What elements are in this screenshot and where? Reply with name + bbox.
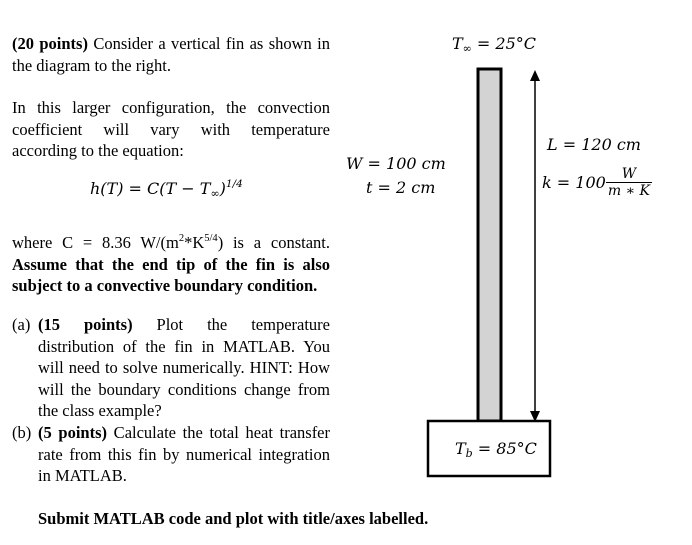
where-mid: *K: [184, 233, 205, 252]
equation-sub: ∞: [210, 187, 220, 200]
fin-thickness-label: t = 2 cm: [366, 178, 436, 197]
part-a-text: Plot the temperature distribution of the fin in MATLAB. You will need to solve numerically. HINT: How will the boundary conditions change from the class example?: [38, 315, 330, 420]
intro-points: (20 points): [12, 34, 88, 53]
fin-length-label: L = 120 cm: [547, 135, 641, 154]
conductivity-label: [542, 166, 652, 199]
part-a-label: (a): [12, 315, 31, 334]
where-sup2: 5/4: [204, 233, 218, 244]
assume-text: Assume that the end tip of the fin is also subject to a convective boundary condition.: [12, 254, 330, 295]
k-units-num: W: [606, 166, 652, 183]
part-b-points: (5 points): [38, 423, 108, 442]
t-b-symbol: T: [455, 439, 466, 458]
t-inf-sub: ∞: [462, 42, 472, 55]
k-lhs: k = 100: [542, 173, 606, 192]
fin-body: [478, 69, 501, 421]
submit-instruction: Submit MATLAB code and plot with title/axes labelled.: [38, 509, 429, 528]
ambient-temperature-label: [452, 34, 536, 55]
t-inf-value: = 25°C: [471, 34, 537, 53]
equation-exponent: 1/4: [225, 178, 243, 190]
intro-text: Consider a vertical fin as shown in the diagram to the right.: [12, 34, 331, 75]
fin-width-label: W = 100 cm: [346, 154, 446, 173]
part-b-label: (b): [12, 423, 32, 442]
convection-paragraph: In this larger configuration, the convection coefficient will vary with temperature according to the equation:: [12, 98, 330, 160]
where-sup1: 2: [178, 233, 185, 244]
part-b-text: Calculate the total heat transfer rate from this fin by numerical integration in MATLAB.: [38, 423, 331, 485]
t-b-sub: b: [465, 447, 473, 460]
where-end: ) is a constant.: [217, 233, 330, 252]
equation-lhs: h(T) = C(T − T: [90, 179, 211, 198]
length-arrow-head-top: [530, 70, 540, 81]
t-b-value: = 85°C: [472, 439, 537, 458]
where-text: where C = 8.36 W/(m: [12, 233, 179, 252]
base-temperature-label: [455, 439, 537, 460]
part-a-points: (15 points): [38, 315, 133, 334]
t-inf-symbol: T: [452, 34, 463, 53]
k-units-den: m ∗ K: [607, 183, 650, 199]
equation-rhs: ): [219, 179, 226, 198]
k-units: [606, 166, 652, 199]
